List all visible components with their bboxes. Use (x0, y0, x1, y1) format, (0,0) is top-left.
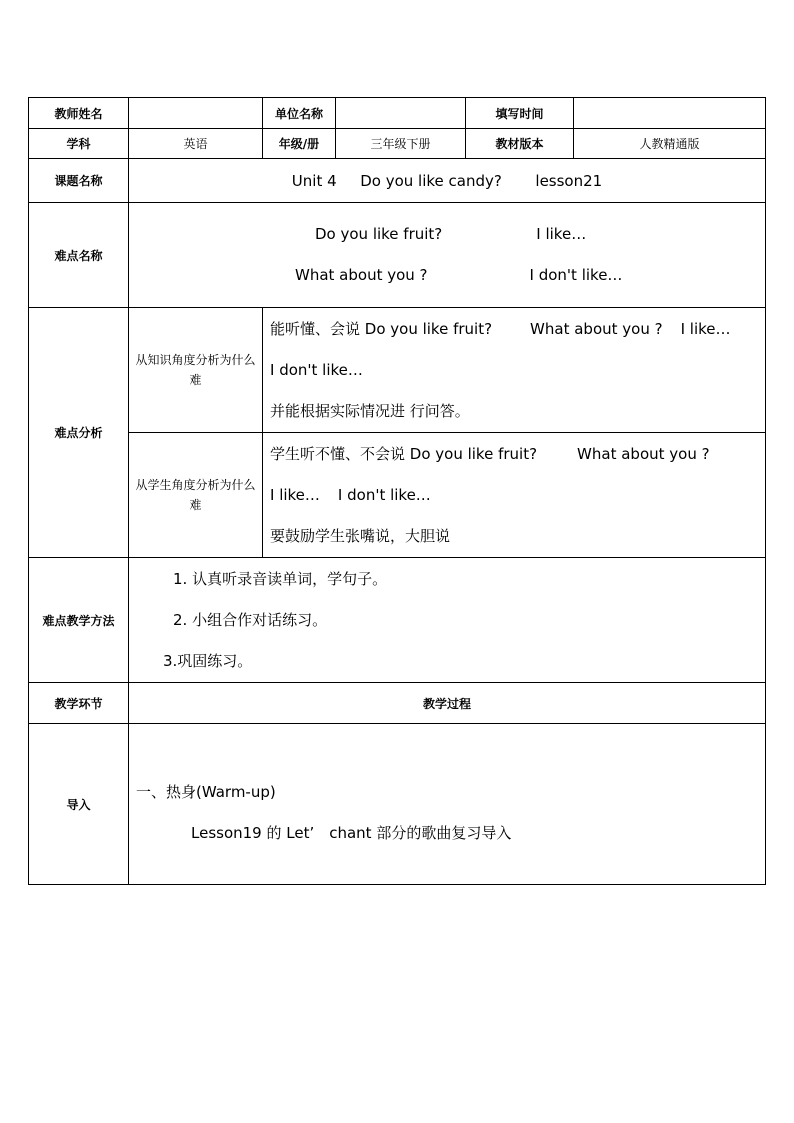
unit-name-label: 单位名称 (263, 98, 336, 129)
teacher-name-value[interactable] (129, 98, 263, 129)
difficulty-phrase-2b: I don't like… (529, 266, 623, 284)
method-item-2: 2. 小组合作对话练习。 (173, 610, 328, 629)
difficulty-phrase-2a: What about you ? (295, 266, 428, 284)
method-content (129, 558, 766, 683)
difficulty-line-2 (129, 255, 765, 296)
knowledge-phrase-1a: 能听懂、会说 Do you like fruit? (270, 319, 493, 338)
fill-date-label: 填写时间 (466, 98, 574, 129)
difficulty-phrase-1b: I like… (536, 225, 587, 243)
stage-header: 教学环节 (29, 683, 129, 724)
knowledge-perspective-label: 从知识角度分析为什么难 (129, 308, 263, 433)
knowledge-phrase-1b: What about you ? (530, 319, 663, 338)
intro-line-2: Lesson19 的 Let’ chant 部分的歌曲复习导入 (191, 824, 512, 842)
knowledge-line-1 (270, 309, 759, 350)
intro-line-1: 一、热身(Warm-up) (136, 783, 276, 801)
student-analysis (263, 433, 766, 558)
topic-label: 课题名称 (29, 159, 129, 203)
process-header: 教学过程 (129, 683, 766, 724)
student-perspective-label: 从学生角度分析为什么难 (129, 433, 263, 558)
method-label: 难点教学方法 (29, 558, 129, 683)
topic-value (129, 159, 766, 203)
difficulty-content (129, 203, 766, 308)
topic-question: Do you like candy? (360, 171, 502, 190)
teacher-name-label: 教师姓名 (29, 98, 129, 129)
unit-name-value[interactable] (336, 98, 466, 129)
intro-content (129, 724, 766, 885)
difficulty-line-1 (129, 214, 765, 255)
difficulty-label: 难点名称 (29, 203, 129, 308)
student-line-3: 要鼓励学生张嘴说，大胆说 (270, 526, 451, 545)
knowledge-analysis (263, 308, 766, 433)
knowledge-line-3: 并能根据实际情况进 行问答。 (270, 401, 470, 420)
student-phrase-2b: I don't like… (337, 485, 431, 504)
subject-label: 学科 (29, 129, 129, 159)
topic-lesson: lesson21 (535, 171, 603, 190)
topic-unit: Unit 4 (291, 171, 337, 190)
knowledge-phrase-1c: I like… (680, 319, 731, 338)
lesson-plan-table (28, 97, 766, 885)
knowledge-line-2: I don't like… (270, 360, 363, 379)
student-phrase-2a: I like… (270, 485, 320, 504)
fill-date-value[interactable] (574, 98, 766, 129)
edition-value: 人教精通版 (574, 129, 766, 159)
student-phrase-1a: 学生听不懂、不会说 Do you like fruit? (270, 444, 538, 463)
grade-value: 三年级下册 (336, 129, 466, 159)
edition-label: 教材版本 (466, 129, 574, 159)
method-item-1: 1. 认真听录音读单词，学句子。 (173, 569, 388, 588)
method-item-3: 3.巩固练习。 (163, 651, 253, 670)
subject-value: 英语 (129, 129, 263, 159)
student-line-1 (270, 434, 759, 475)
student-line-2 (270, 475, 759, 516)
intro-stage-label: 导入 (29, 724, 129, 885)
difficulty-phrase-1a: Do you like fruit? (315, 225, 443, 243)
grade-label: 年级/册 (263, 129, 336, 159)
analysis-label: 难点分析 (29, 308, 129, 558)
student-phrase-1b: What about you ? (577, 444, 710, 463)
